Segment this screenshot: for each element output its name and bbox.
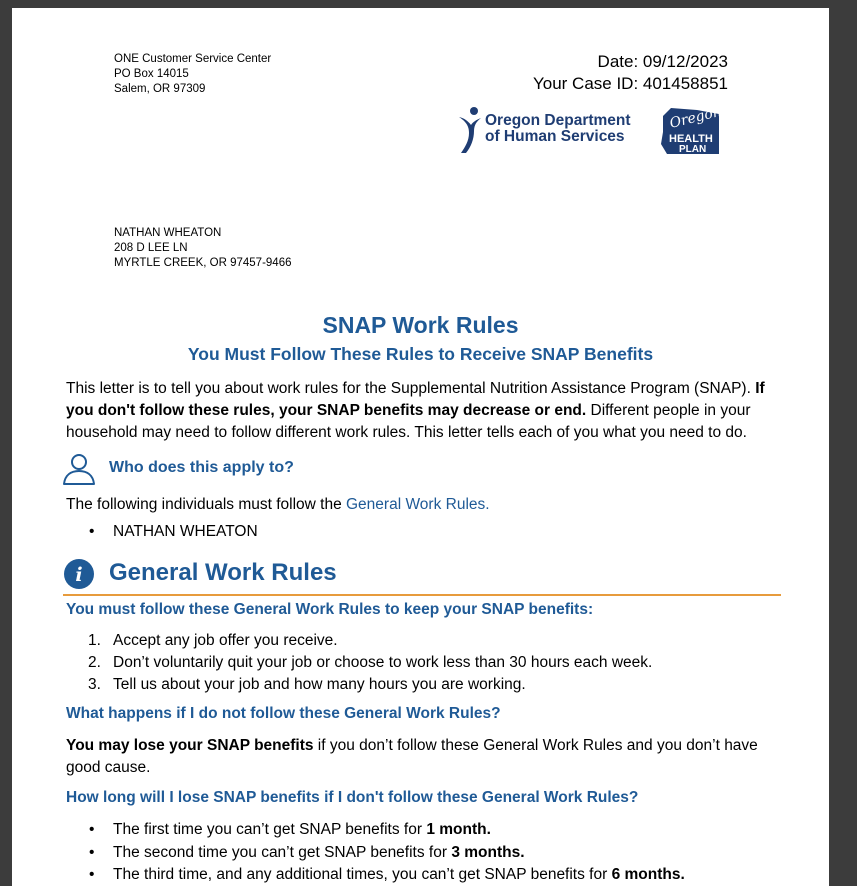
letter-meta	[533, 51, 728, 95]
penalty-text: The third time, and any additional times, you can’t get SNAP benefits for	[113, 866, 612, 883]
list-number: 2.	[88, 654, 101, 671]
person-outline-icon	[62, 453, 96, 485]
sender-line: PO Box 14015	[114, 68, 189, 80]
intro-paragraph	[66, 378, 782, 444]
penalty-text: The first time you can’t get SNAP benefits for	[113, 821, 427, 838]
list-item: • The first time you can’t get SNAP benefits for 1 month.	[89, 821, 491, 838]
dhs-logo-text	[485, 113, 631, 145]
list-item: • NATHAN WHEATON	[89, 523, 258, 540]
intro-text: Different people in your household may need to follow different work rules. This letter tells each of you what you need to do.	[66, 402, 751, 441]
case-id: Your Case ID: 401458851	[532, 74, 728, 93]
general-rules-heading: General Work Rules	[109, 559, 337, 586]
rule-text: Accept any job offer you receive.	[113, 632, 338, 649]
intro-warning: If you don't follow these rules, your SNAP benefits may decrease or end.	[66, 380, 765, 419]
letter-subtitle: You Must Follow These Rules to Receive SNAP Benefits	[187, 344, 654, 364]
penalty-duration: 6 months.	[611, 866, 685, 883]
rule-text: Don’t voluntarily quit your job or choose to work less than 30 hours each week.	[113, 654, 653, 671]
how-long-heading: How long will I lose SNAP benefits if I don't follow these General Work Rules?	[66, 789, 639, 806]
general-rules-section-heading	[63, 558, 783, 594]
recipient-line: 208 D LEE LN	[114, 242, 188, 254]
recipient-line: NATHAN WHEATON	[114, 227, 222, 239]
svg-text:i: i	[75, 564, 83, 586]
letter-date: Date: 09/12/2023	[597, 52, 728, 71]
dhs-logo-line: of Human Services	[485, 128, 625, 145]
ohp-word: Oregon	[668, 103, 724, 132]
dhs-figure-icon	[457, 105, 483, 155]
rule-text: Tell us about your job and how many hours you are working.	[113, 676, 526, 693]
ohp-word: PLAN	[679, 144, 707, 155]
individuals-list	[66, 521, 258, 544]
individuals-intro	[66, 494, 782, 516]
penalty-duration: 1 month.	[426, 821, 491, 838]
section-divider	[63, 594, 781, 596]
who-section-heading	[62, 453, 462, 485]
lose-benefits-paragraph	[66, 735, 782, 779]
letter-title: SNAP Work Rules	[322, 312, 519, 338]
sender-address	[114, 52, 271, 97]
lose-benefits-bold: You may lose your SNAP benefits	[66, 737, 314, 754]
penalty-list	[66, 819, 685, 886]
oregon-state-shape-icon	[657, 102, 727, 160]
list-number: 3.	[88, 676, 101, 693]
list-item	[66, 674, 652, 696]
sender-line: Salem, OR 97309	[114, 83, 206, 95]
penalty-duration: 3 months.	[451, 843, 525, 861]
individuals-text: The following individuals must follow the	[66, 496, 346, 513]
rules-list	[66, 630, 652, 696]
penalty-text: The second time you can’t get SNAP benefits for	[113, 843, 452, 861]
general-work-rules-link[interactable]: General Work Rules.	[346, 496, 490, 513]
who-heading: Who does this apply to?	[109, 459, 294, 476]
list-item	[66, 652, 652, 674]
must-follow-heading: You must follow these General Work Rules to keep your SNAP benefits:	[66, 601, 594, 618]
list-item: • The second time you can’t get SNAP benefits for 3 months.	[89, 843, 525, 861]
oregon-health-plan-logo	[657, 102, 727, 160]
dhs-logo-line: Oregon Department	[485, 112, 631, 129]
letter-page	[12, 8, 829, 886]
recipient-line: MYRTLE CREEK, OR 97457-9466	[114, 257, 292, 269]
what-happens-heading: What happens if I do not follow these General Work Rules?	[66, 705, 501, 722]
info-circle-icon	[63, 558, 95, 590]
list-number: 1.	[88, 632, 101, 649]
individual-name: NATHAN WHEATON	[113, 523, 258, 540]
recipient-address	[114, 226, 291, 271]
lose-benefits-text: if you don’t follow these General Work Rules and you don’t have good cause.	[66, 737, 758, 776]
oregon-dhs-logo	[457, 105, 637, 155]
sender-line: ONE Customer Service Center	[114, 53, 272, 65]
list-item: • The third time, and any additional times, you can’t get SNAP benefits for 6 months.	[89, 866, 685, 883]
intro-text: This letter is to tell you about work rules for the Supplemental Nutrition Assistance Program (SNAP).	[66, 380, 756, 397]
list-item	[66, 630, 652, 652]
ohp-word: HEALTH	[669, 133, 713, 145]
